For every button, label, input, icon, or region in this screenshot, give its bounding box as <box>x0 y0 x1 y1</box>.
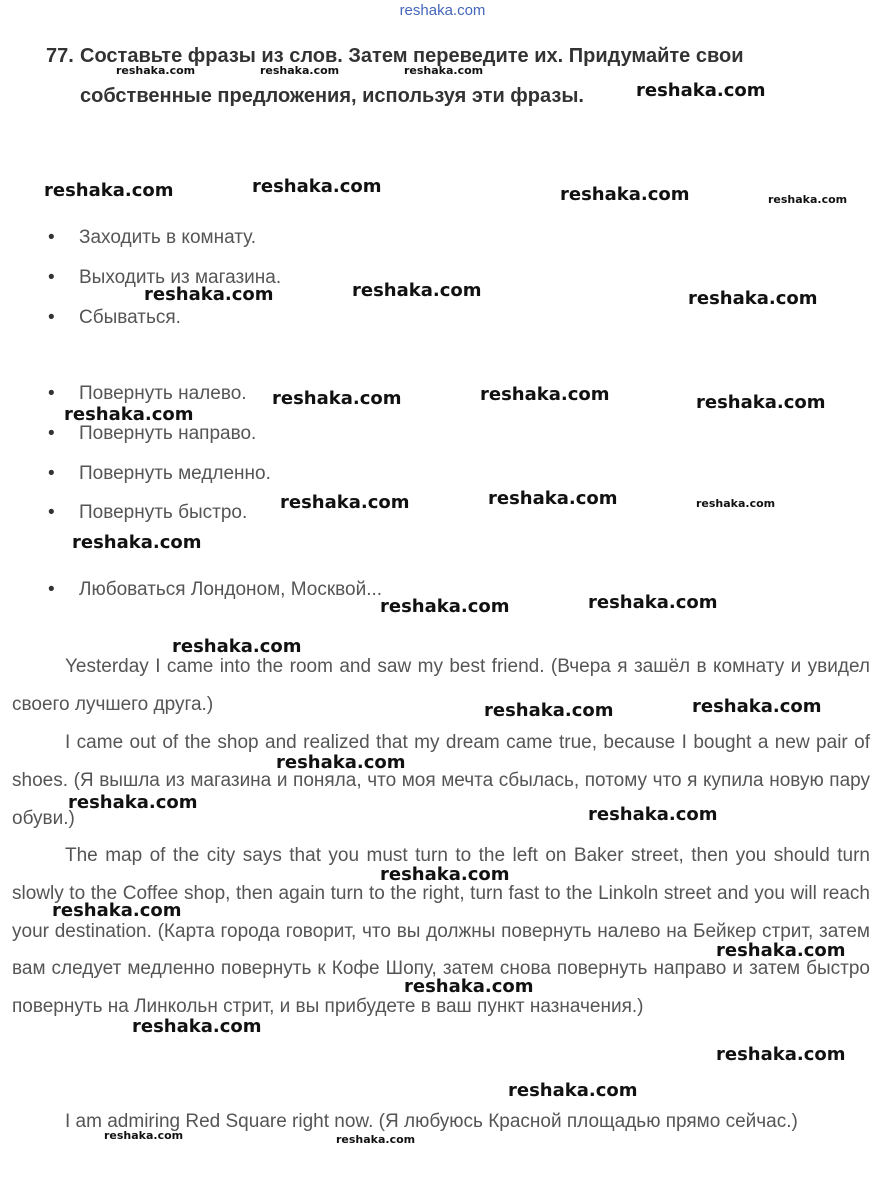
watermark: reshaka.com <box>484 700 614 721</box>
list-item: • Повернуть налево. <box>48 383 247 405</box>
watermark: reshaka.com <box>480 384 610 405</box>
watermark: reshaka.com <box>404 64 484 77</box>
watermark: reshaka.com <box>72 532 202 553</box>
watermark: reshaka.com <box>688 288 818 309</box>
answer-paragraph-1: Yesterday I came into the room and saw my best friend. (Вчера я зашёл в комнату и увидел своего лучшего друга.) <box>12 656 870 715</box>
list-item: • Сбываться. <box>48 307 181 329</box>
watermark: reshaka.com <box>696 497 776 510</box>
task-line-2: собственные предложения, используя эти фразы. <box>80 85 584 107</box>
watermark: reshaka.com <box>380 864 510 885</box>
watermark: reshaka.com <box>588 592 718 613</box>
watermark: reshaka.com <box>696 392 826 413</box>
watermark: reshaka.com <box>172 636 302 657</box>
watermark: reshaka.com <box>588 804 718 825</box>
watermark: reshaka.com <box>52 900 182 921</box>
answer-paragraph-2: I came out of the shop and realized that my dream came true, because I bought a new pair of shoes. (Я вышла из магазина и поняла, что моя мечта сбылась, потому что я купила новую пару обуви.) <box>12 732 870 829</box>
watermark: reshaka.com <box>508 1080 638 1101</box>
watermark: reshaka.com <box>64 404 194 425</box>
answer-paragraph-3: The map of the city says that you must turn to the left on Baker street, then you should turn slowly to the Coffee shop, then again turn to the right, turn fast to the Linkoln street and you will reach your destination. (Карта города говорит, что вы должны повернуть налево на Бейкер стрит, затем вам следует медленно повернуть к Кофе Шопу, затем снова повернуть направо и затем быстро повернуть на Линкольн стрит, и вы прибудете в ваш пункт назначения.) <box>12 845 870 1018</box>
watermark: reshaka.com <box>68 792 198 813</box>
watermark: reshaka.com <box>380 596 510 617</box>
watermark: reshaka.com <box>692 696 822 717</box>
list-item: • Любоваться Лондоном, Москвой... <box>48 579 382 601</box>
watermark: reshaka.com <box>276 752 406 773</box>
list-item: • Повернуть медленно. <box>48 463 271 485</box>
watermark: reshaka.com <box>716 940 846 961</box>
answer-paragraph-4: I am admiring Red Square right now. (Я любуюсь Красной площадью прямо сейчас.) <box>65 1111 798 1132</box>
list-item: • Заходить в комнату. <box>48 227 256 249</box>
watermark: reshaka.com <box>352 280 482 301</box>
watermark: reshaka.com <box>404 976 534 997</box>
watermark: reshaka.com <box>260 64 340 77</box>
site-logo[interactable]: reshaka.com <box>399 2 486 19</box>
watermark: reshaka.com <box>488 488 618 509</box>
watermark: reshaka.com <box>768 193 848 206</box>
list-item: • Выходить из магазина. <box>48 267 281 289</box>
watermark: reshaka.com <box>336 1133 416 1146</box>
task-number: 77. <box>46 45 74 67</box>
task-line-1: Составьте фразы из слов. Затем переведите их. Придумайте свои <box>80 45 744 67</box>
list-item: • Повернуть направо. <box>48 423 256 445</box>
watermark: reshaka.com <box>280 492 410 513</box>
watermark: reshaka.com <box>44 180 174 201</box>
watermark: reshaka.com <box>132 1016 262 1037</box>
watermark: reshaka.com <box>560 184 690 205</box>
watermark: reshaka.com <box>116 64 196 77</box>
list-item: • Повернуть быстро. <box>48 502 247 524</box>
watermark: reshaka.com <box>716 1044 846 1065</box>
watermark: reshaka.com <box>252 176 382 197</box>
watermark: reshaka.com <box>636 80 766 101</box>
watermark: reshaka.com <box>272 388 402 409</box>
watermark: reshaka.com <box>104 1129 184 1142</box>
watermark: reshaka.com <box>144 284 274 305</box>
